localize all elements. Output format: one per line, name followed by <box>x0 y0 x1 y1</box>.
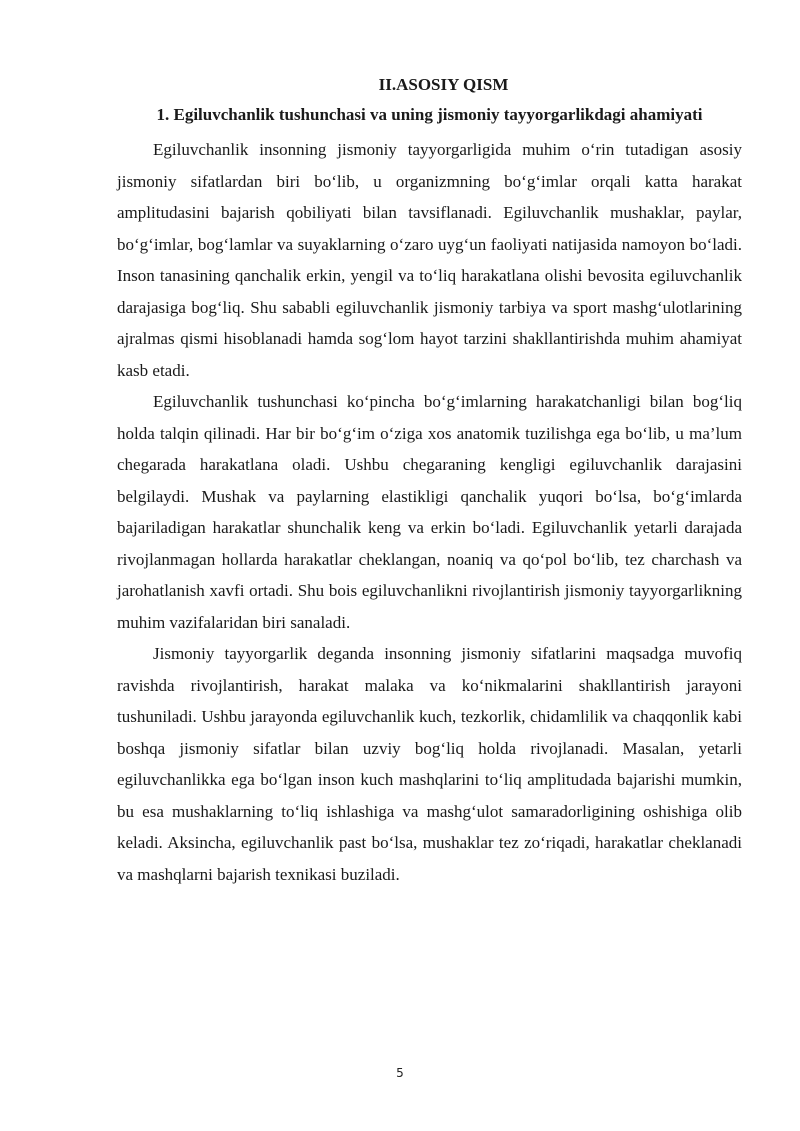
document-page <box>117 72 742 890</box>
subsection-title: 1. Egiluvchanlik tushunchasi va uning jismoniy tayyorgarlikdagi ahamiyati <box>156 105 703 124</box>
paragraph-3: Jismoniy tayyorgarlik deganda insonning jismoniy sifatlarini maqsadga muvofiq ravishda rivojlantirish, harakat malaka va ko‘nikmalarini shakllantirish jarayoni tushuniladi. Ushbu jarayonda egiluvchanlik kuch, tezkorlik, chidamlilik va chaqqonlik kabi boshqa jismoniy sifatlar bilan uzviy bog‘liq holda rivojlanadi. Masalan, yetarli egiluvchanlikka ega bo‘lgan inson kuch mashqlarini to‘liq amplitudada bajarishi mumkin, bu esa mushaklarning to‘liq ishlashiga va mashg‘ulot samaradorligining oshishiga olib keladi. Aksincha, egiluvchanlik past bo‘lsa, mushaklar tez zo‘riqadi, harakatlar cheklanadi va mashqlarni bajarish texnikasi buziladi. <box>117 644 742 884</box>
paragraph-1: Egiluvchanlik insonning jismoniy tayyorgarligida muhim o‘rin tutadigan asosiy jismoniy sifatlardan biri bo‘lib, u organizmning bo‘g‘imlar orqali katta harakat amplitudasini bajarish qobiliyati bilan tavsiflanadi. Egiluvchanlik mushaklar, paylar, bo‘g‘imlar, bog‘lamlar va suyaklarning o‘zaro uyg‘un faoliyati natijasida namoyon bo‘ladi. Inson tanasining qanchalik erkin, yengil va to‘liq harakatlana olishi bevosita egiluvchanlik darajasiga bog‘liq. Shu sababli egiluvchanlik jismoniy tarbiya va sport mashg‘ulotlarining ajralmas qismi hisoblanadi hamda sog‘lom hayot tarzini shakllantirishda muhim ahamiyat kasb etadi. <box>117 140 742 380</box>
page-number: 5 <box>396 1066 404 1080</box>
paragraph-2: Egiluvchanlik tushunchasi ko‘pincha bo‘g‘imlarning harakatchanligi bilan bog‘liq holda talqin qilinadi. Har bir bo‘g‘im o‘ziga xos anatomik tuzilishga ega bo‘lib, u ma’lum chegarada harakatlana oladi. Ushbu chegaraning kengligi egiluvchanlik darajasini belgilaydi. Mushak va paylarning elastikligi qanchalik yuqori bo‘lsa, bo‘g‘imlarda bajariladigan harakatlar shunchalik keng va erkin bo‘ladi. Egiluvchanlik yetarli darajada rivojlanmagan hollarda harakatlar cheklangan, noaniq va qo‘pol bo‘lib, tez charchash va jarohatlanish xavfi ortadi. Shu bois egiluvchanlikni rivojlantirish jismoniy tayyorgarlikning muhim vazifalaridan biri sanaladi. <box>117 392 742 632</box>
section-title: II.ASOSIY QISM <box>378 75 509 94</box>
